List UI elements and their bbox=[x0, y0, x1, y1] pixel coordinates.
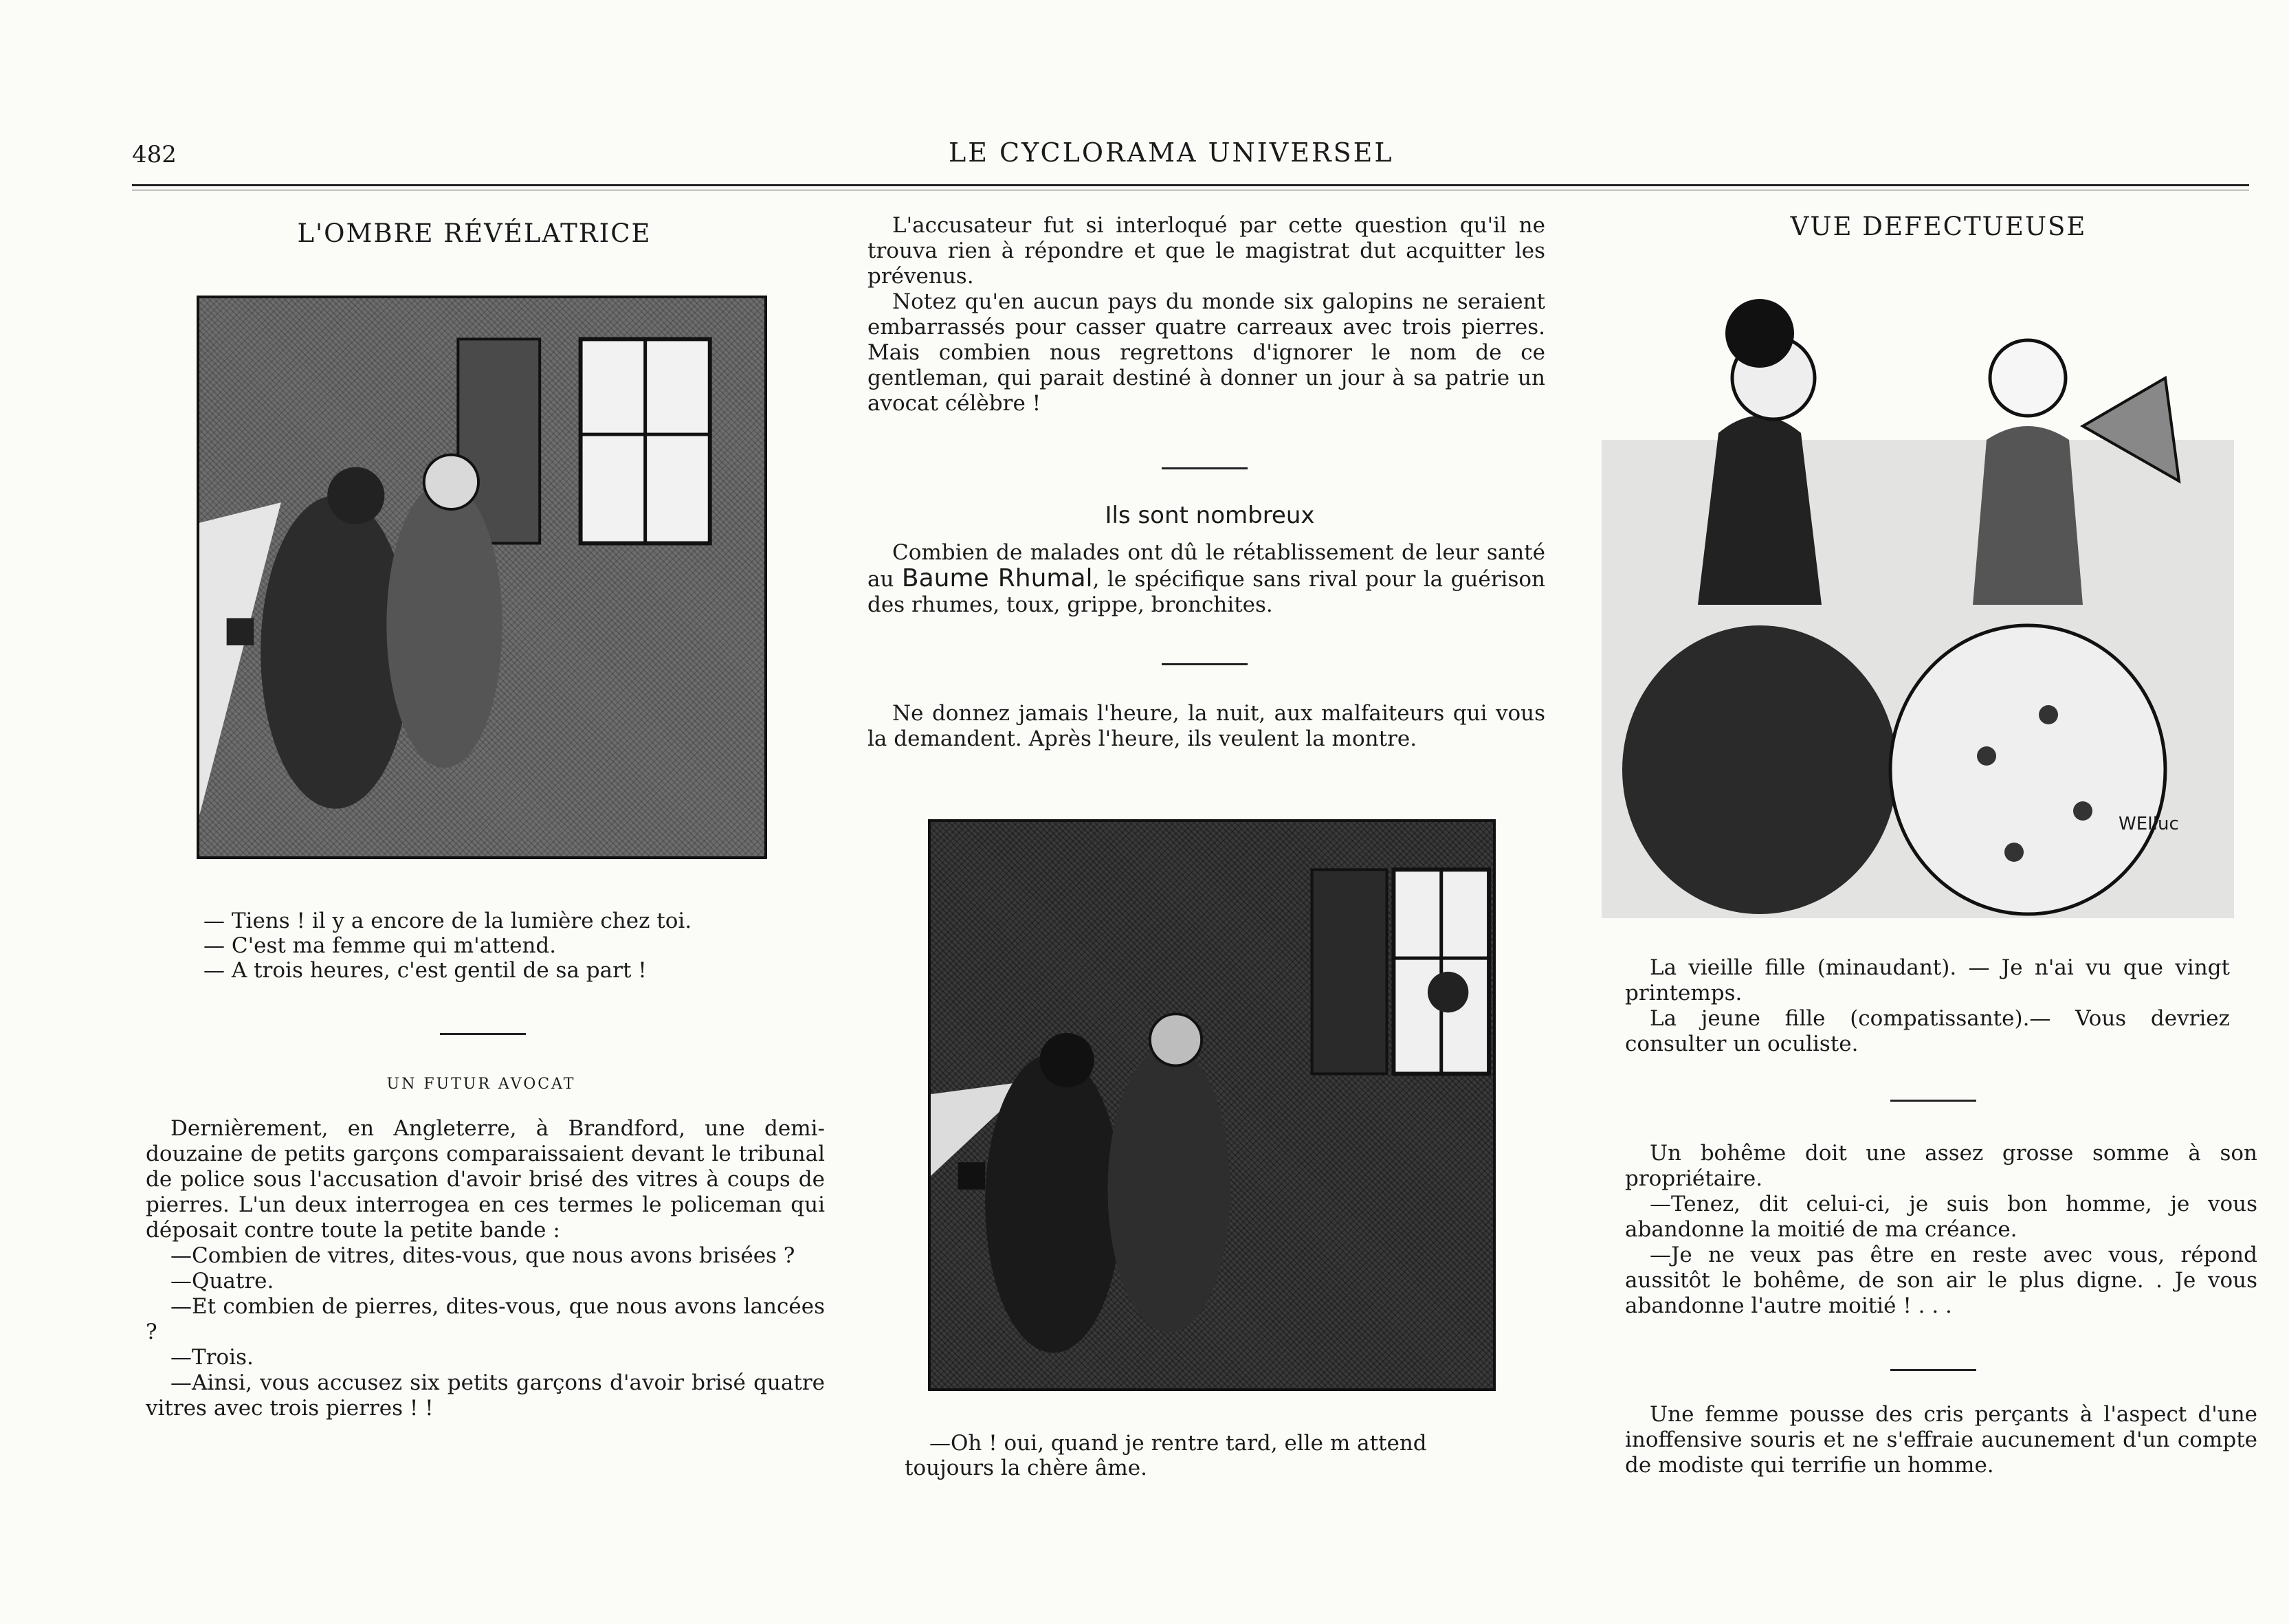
advice-paragraph: Ne donnez jamais l'heure, la nuit, aux malfaiteurs qui vous la demandent. Après l'heure, ils veulent la montre. bbox=[867, 701, 1545, 751]
continuation-paragraph: Notez qu'en aucun pays du monde six galopins ne seraient embarrassés pour casser quatre carreaux avec trois pierres. Mais combien nous regrettons d'ignorer le nom de ce gentleman, qui parait destiné à donner un jour à sa patrie un avocat célèbre ! bbox=[867, 289, 1545, 416]
article-paragraph: —Quatre. bbox=[170, 1269, 274, 1293]
separator-rule bbox=[1162, 467, 1248, 469]
illustration-wife bbox=[928, 819, 1496, 1391]
article-title: UN FUTUR AVOCAT bbox=[386, 1076, 576, 1093]
separator-rule bbox=[1890, 1100, 1976, 1102]
ad-text-before: Combien de malades ont dû le rétablissement de leur santé au bbox=[867, 540, 1545, 592]
col1-caption bbox=[203, 909, 767, 983]
separator-rule bbox=[1162, 663, 1248, 665]
illustration-shadow-drawing bbox=[199, 298, 764, 856]
ad-title: Ils sont nombreux bbox=[1105, 502, 1315, 529]
masthead: LE CYCLORAMA UNIVERSEL bbox=[949, 137, 1394, 168]
illustration-wife-drawing bbox=[931, 822, 1493, 1388]
ad-text bbox=[867, 540, 1545, 618]
ad-text-after: , le spécifique sans rival pour la guérison des rhumes, toux, grippe, bronchites. bbox=[867, 567, 1545, 617]
caption-line: —Oh ! oui, quand je rentre tard, elle m attend bbox=[929, 1431, 1427, 1456]
article-paragraph: —Trois. bbox=[170, 1345, 254, 1370]
article-paragraph: —Et combien de pierres, dites-vous, que nous avons lancées ? bbox=[146, 1294, 825, 1344]
page-number: 482 bbox=[132, 141, 177, 168]
artist-signature: WEIluc bbox=[2119, 814, 2179, 834]
boheme-paragraph: Un bohême doit une assez grosse somme à son propriétaire. bbox=[1625, 1141, 2257, 1191]
col3-title: VUE DEFECTUEUSE bbox=[1790, 212, 2087, 241]
femme-paragraph: Une femme pousse des cris perçants à l'aspect d'une inoffensive souris et ne s'effraie aucunement d'un compte de modiste qui terrifie un homme. bbox=[1625, 1402, 2257, 1478]
ad-brand: Baume Rhumal bbox=[901, 564, 1093, 592]
article-paragraph: —Combien de vitres, dites-vous, que nous avons brisées ? bbox=[170, 1243, 795, 1268]
continuation-paragraph: L'accusateur fut si interloqué par cette question qu'il ne trouva rien à répondre et que le magistrat dut acquitter les prévenus. bbox=[867, 213, 1545, 289]
header-rule bbox=[132, 184, 2249, 186]
advice-text bbox=[867, 701, 1545, 752]
dialogue-line: La vieille fille (minaudant). — Je n'ai vu que vingt printemps. bbox=[1625, 955, 2230, 1005]
col2-caption bbox=[905, 1431, 1523, 1480]
col1-title: L'OMBRE RÉVÉLATRICE bbox=[297, 219, 652, 248]
boheme-paragraph: —Tenez, dit celui-ci, je suis bon homme, je vous abandonne la moitié de ma créance. bbox=[1625, 1192, 2257, 1242]
femme-text bbox=[1625, 1402, 2257, 1478]
separator-rule bbox=[440, 1033, 526, 1035]
article-paragraph: —Ainsi, vous accusez six petits garçons d'avoir brisé quatre vitres avec trois pierres ! ! bbox=[146, 1370, 825, 1421]
illustration-shadow bbox=[197, 296, 767, 859]
article-body bbox=[146, 1116, 825, 1421]
boheme-text bbox=[1625, 1141, 2257, 1319]
caption-line: — A trois heures, c'est gentil de sa part ! bbox=[203, 958, 647, 983]
caption-line: — Tiens ! il y a encore de la lumière chez toi. bbox=[203, 909, 692, 933]
illustration-ladies bbox=[1602, 275, 2234, 918]
continuation-text bbox=[867, 213, 1545, 416]
article-paragraph: Dernièrement, en Angleterre, à Brandford, une demi-douzaine de petits garçons comparaissaient devant le tribunal de police sous l'accusation d'avoir brisé des vitres à coups de pierres. L'un deux interrogea en ces termes le policeman qui déposait contre toute la petite bande : bbox=[146, 1116, 825, 1243]
boheme-paragraph: —Je ne veux pas être en reste avec vous, répond aussitôt le bohême, de son air le plus digne. . Je vous abandonne l'autre moitié ! . . . bbox=[1625, 1243, 2257, 1318]
dialogue-text bbox=[1625, 955, 2230, 1057]
separator-rule bbox=[1890, 1369, 1976, 1371]
caption-line: — C'est ma femme qui m'attend. bbox=[203, 933, 557, 958]
dialogue-line: La jeune fille (compatissante).— Vous devriez consulter un oculiste. bbox=[1625, 1006, 2230, 1056]
caption-line: toujours la chère âme. bbox=[905, 1456, 1147, 1480]
